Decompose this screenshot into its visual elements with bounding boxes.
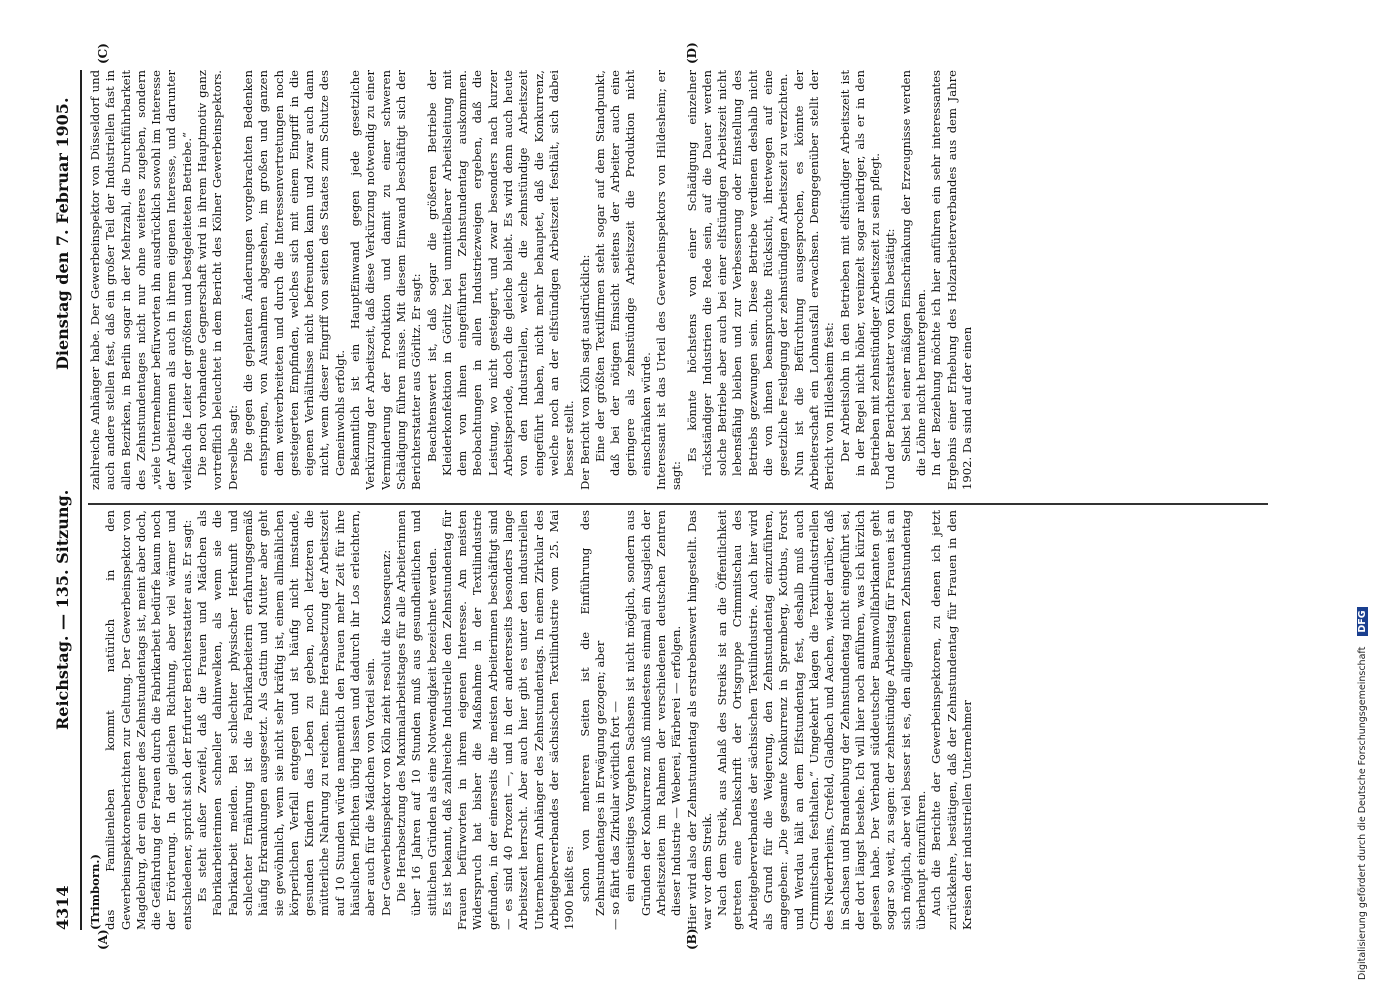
paragraph: Und der Berichterstatter von Köln bestätigt: — [883, 228, 898, 490]
paragraph: zahlreiche Anhänger habe. Der Gewerbeinspektor von Düsseldorf und auch andere stellen fest, daß ein großer Teil der Industriellen fast in allen Bezirken, in Berlin sogar in der Mehrzahl, die Durchführbarkeit des Zehnstundentages nicht nur ohne weiteres zugeben, sondern „viele Unternehmer befürworten ihn ausdrücklich sowohl im Interesse der Arbeiterinnen als auch in ihrem eigenen Interesse, und darunter vielfach die Leiter der größten und bestgeleiteten Betriebe.“ — [88, 70, 194, 490]
quote-paragraph: Es steht außer Zweifel, daß die Frauen und Mädchen als Fabrikarbeiterinnen schneller dahinwelken, als wenn sie die Fabrikarbeit meiden. Bei schlechter physischer Herkunft und schlechter Ernährung ist die Fabrikarbeiterin erfahrungsgemäß häufig Erkrankungen ausgesetzt. Als Gattin und Mutter aber geht sie gewöhnlich, wenn sie nicht sehr kräftig ist, einem allmählichen körperlichen Verfall entgegen und ist häufig nicht imstande, gesunden Kindern das Leben zu geben, noch letzteren die mütterliche Nahrung zu reichen. Eine Herabsetzung der Arbeitszeit auf 10 Stunden würde namentlich den Frauen mehr Zeit für ihre häuslichen Pflichten übrig lassen und dadurch ihr Los erleichtern, aber auch für die Mädchen von Vorteil sein. — [195, 510, 378, 916]
margin-marker-d: (D) — [685, 42, 699, 64]
speaker-name: (Trimborn.) — [88, 854, 102, 930]
page-date: Dienstag den 7. Februar 1905. — [53, 97, 72, 370]
digitization-credit — [1357, 40, 1377, 980]
page-header — [45, 70, 77, 930]
quote-paragraph: Selbst bei einer mäßigen Einschränkung der Erzeugnisse werden die Löhne nicht heruntergehen. — [898, 70, 929, 476]
paragraph: das Familienleben kommt natürlich in den Gewerbeinspektorenberichten zur Geltung. Der Gewerbeinspektor von Magdeburg, der ein Gegner des Zehnstundentags ist, meint aber doch, die Gefährdung der Frauen durch die Fabrikarbeit bedürfe kaum noch der Erörterung. In der gleichen Richtung, aber viel wärmer und entschiedener, spricht sich der Erfurter Berichterstatter aus. Er sagt: — [103, 510, 194, 930]
margin-marker-c: (C) — [96, 43, 110, 64]
quote-paragraph: ein einseitiges Vorgehen Sachsens ist nicht möglich, sondern aus Gründen der Konkurrenz muß mindestens einmal ein Ausgleich der Arbeitszeiten im Rahmen der verschiedenen deutschen Zentren dieser Industrie — Weberei, Färberei — erfolgen. — [623, 510, 684, 916]
quote-paragraph: Die gegen die geplanten Änderungen vorgebrachten Bedenken entspringen, von Ausnahmen abgesehen, im großen und ganzen dem weitverbreiteten und durch die Interessenvertretungen noch gesteigerten Empfinden, welches sich mit einem Eingriff in die eigenen Verhältnisse nicht befreunden kann und zwar auch dann nicht, wenn dieser Eingriff von seiten des Staates zum Schutze des Gemeinwohls erfolgt. — [240, 70, 347, 476]
paragraph: Interessant ist das Urteil des Gewerbeinspektors von Hildesheim; er sagt: — [653, 70, 684, 490]
page-title: Reichstag. — 135. Sitzung. — [53, 489, 72, 730]
paragraph: Die noch vorhandene Gegnerschaft wird in ihrem Hauptmotiv ganz vortrefflich beleuchtet in dem Bericht des Kölner Gewerbeinspektors. Derselbe sagt: — [195, 70, 240, 490]
margin-marker-b: (B) — [685, 928, 699, 950]
quote-paragraph: Beachtenswert ist, daß sogar die größeren Betriebe der Kleiderkonfektion in Görlitz bei unmittelbarer Arbeitsleitung mit dem von ihnen eingeführten Zehnstundentag auskommen. Beobachtungen in allen Industriezweigen ergeben, daß die Leistung, wo nicht gesteigert, und zwar besonders nach kurzer Arbeitsperiode, doch die gleiche bleibt. Es wird denn auch heute von den Industriellen, welche die zehnstündige Arbeitszeit eingeführt haben, nicht mehr behauptet, daß die Konkurrenz, welche noch an der elfstündigen Arbeitszeit festhält, sich dabei besser stellt. — [424, 70, 577, 476]
paragraph: Bekanntlich ist ein HauptEinwand gegen jede gesetzliche Verkürzung der Arbeitszeit, daß diese Verkürzung notwendig zu einer Verminderung der Produktion und damit zu einer schweren Schädigung führen müsse. Mit diesem Einwand beschäftigt sich der Berichterstatter aus Görlitz. Er sagt: — [348, 70, 424, 490]
dfg-logo: DFG — [1357, 607, 1368, 635]
paragraph: Hier wird also der Zehnstundentag als erstrebenswert hingestellt. Das war vor dem Streik. — [684, 510, 714, 930]
right-column — [88, 70, 1268, 490]
paragraph: Auch die Berichte der Gewerbeinspektoren, zu denen ich jetzt zurückkehre, bestätigen, daß der Zehnstundentag für Frauen in den Kreisen der industriellen Unternehmer — [929, 510, 974, 930]
quote-paragraph: schon von mehreren Seiten ist die Einführung des Zehnstundentages in Erwägung gezogen; aber — [577, 510, 607, 916]
quote-paragraph: Eine der größten Textilfirmen steht sogar auf dem Standpunkt, daß bei der nötigen Einsicht seitens der Arbeiter auch eine geringere als zehnstündige Arbeitszeit die Produktion nicht einschränken würde. — [592, 70, 653, 476]
paragraph: Nun ist die Befürchtung ausgesprochen, es könnte der Arbeiterschaft ein Lohnausfall erwachsen. Demgegenüber stellt der Bericht von Hildesheim fest: — [791, 70, 837, 490]
paragraph: Der Gewerbeinspektor von Köln zieht resolut die Konsequenz: — [378, 549, 393, 916]
paragraph: Der Bericht von Köln sagt ausdrücklich: — [577, 254, 592, 490]
quote-paragraph: Der Arbeitslohn in den Betrieben mit elfstündiger Arbeitszeit ist in der Regel nicht höher, vereinzelt sogar niedriger, als er in den Betrieben mit zehnstündiger Arbeitszeit zu sein pflegt. — [837, 70, 883, 476]
quote-paragraph: Es könnte höchstens von einer Schädigung einzelner rückständiger Industrien die Rede sein, auf die Dauer werden solche Betriebe aber auch bei einer elfstündigen Arbeitszeit nicht lebensfähig bleiben und zur Verbesserung oder Einstellung des Betriebs gezwungen sein. Diese Betriebe verdienen deshalb nicht die von ihnen beanspruchte Rücksicht, ihretwegen auf eine gesetzliche Festlegung der zehnstündigen Arbeitszeit zu verzichten. — [684, 70, 791, 476]
paragraph: Es ist bekannt, daß zahlreiche Industrielle den Zehnstundentag für Frauen befürworten in ihrem eigenen Interesse. Am meisten Widerspruch hat bisher die Maßnahme in der Textilindustrie gefunden, in der einerseits die meisten Arbeiterinnen beschäftigt sind — es sind 40 Prozent —, und in der andererseits besonders lange Arbeitszeit herrscht. Aber auch hier gibt es unter den industriellen Unternehmern Anhänger des Zehnstundentags. In einem Zirkular des Arbeitgeberverbandes der sächsischen Textilindustrie vom 25. Mai 1900 heißt es: — [439, 510, 577, 930]
quote-paragraph: Die Herabsetzung des Maximalarbeitstages für alle Arbeiterinnen über 16 Jahren auf 10 Stunden muß aus gesundheitlichen und sittlichen Gründen als eine Notwendigkeit bezeichnet werden. — [393, 510, 439, 916]
margin-marker-a: (A) — [96, 929, 110, 950]
left-column — [88, 510, 1268, 930]
paragraph: In der Beziehung möchte ich hier anführen ein sehr interessantes Ergebnis einer Erhebung des Holzarbeiterverbandes aus dem Jahre 1902. Da sind auf der einen — [929, 70, 974, 490]
header-rule — [80, 70, 82, 930]
page-number: 4314 — [53, 885, 72, 930]
paragraph: Nach dem Streik, aus Anlaß des Streiks ist an die Öffentlichkeit getreten eine Denkschrift der Ortsgruppe Crimmitschau des Arbeitgeberverbandes der sächsischen Textilindustrie. Auch hier wird als Grund für die Weigerung, den Zehnstundentag einzuführen, angegeben: „Die gesamte Konkurrenz in Spremberg, Kottbus, Forst und Werdau hält an dem Elfstundentag fest, deshalb muß auch Crimmitschau festhalten.“ Umgekehrt klagen die Textilindustriellen des Niederrheins, Crefeld, Gladbach und Aachen, wieder darüber, daß in Sachsen und Brandenburg der Zehnstundentag nicht eingeführt sei, der dort längst bestehe. Ich will hier noch anführen, was ich kürzlich gelesen habe. Der Verband süddeutscher Baumwollfabrikanten geht sogar so weit, zu sagen: der zehnstündige Arbeitstag für Frauen ist an sich möglich, aber viel besser ist es, den allgemeinen Zehnstundentag überhaupt einzuführen. — [715, 510, 929, 930]
column-divider — [88, 503, 1268, 505]
credit-text: Digitalisierung gefördert durch die Deutsche Forschungsgemeinschaft — [1357, 646, 1368, 980]
paragraph: — so fährt das Zirkular wörtlich fort — — [608, 701, 623, 930]
